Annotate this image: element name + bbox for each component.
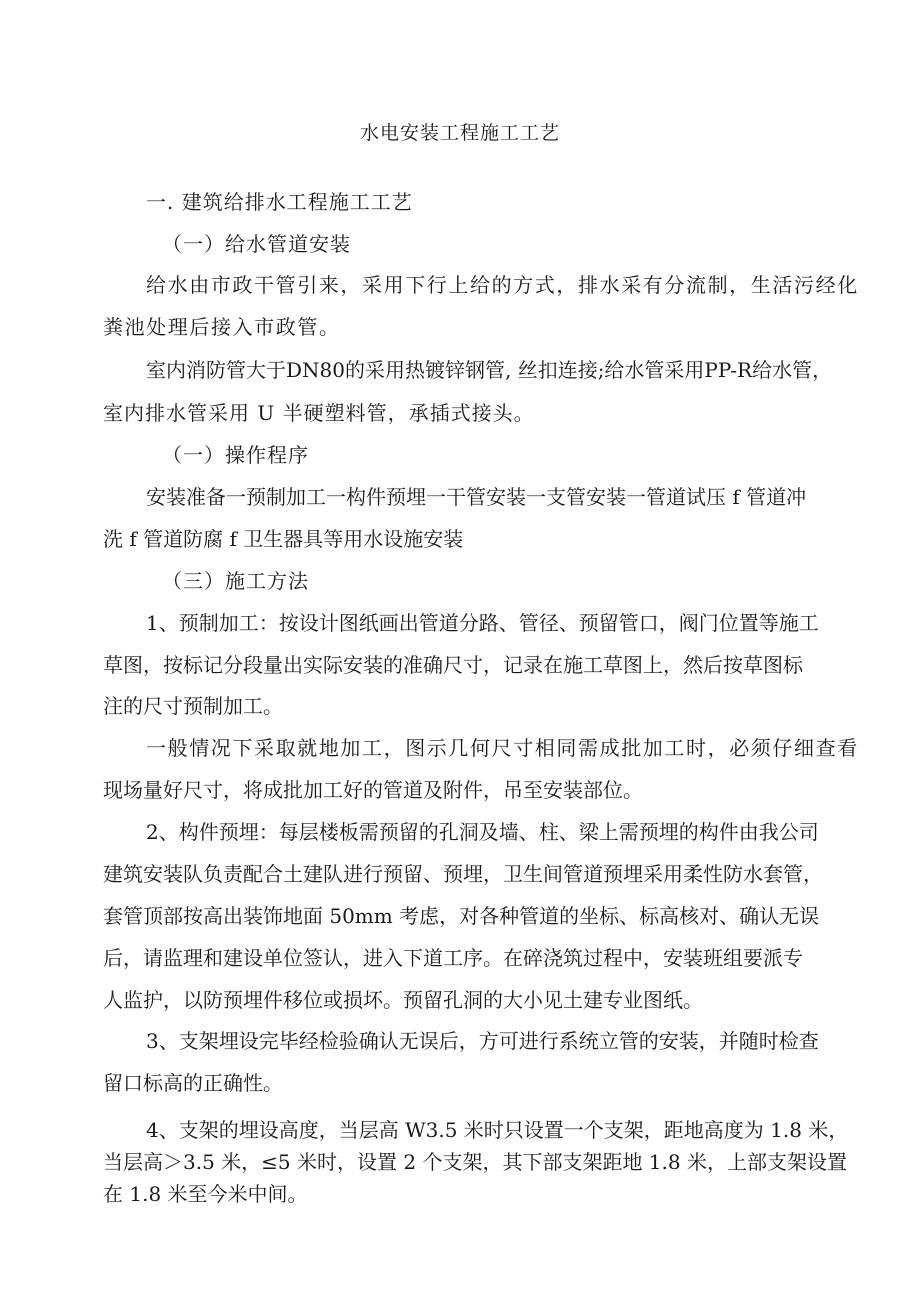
section-heading: 一. 建筑给排水工程施工工艺 (146, 190, 413, 214)
paragraph-line: 套管顶部按高出装饰地面 50mm 考虑，对各种管道的坐标、标高核对、确认无误 (103, 904, 820, 928)
paragraph-line: 室内消防管大于DN80的采用热镀锌钢管, 丝扣连接;给水管采用PP-R给水管， (146, 358, 833, 382)
paragraph-line: 给水由市政干管引来，采用下行上给的方式，排水采有分流制，生活污经化 (146, 273, 859, 297)
paragraph-line: 草图，按标记分段量出实际安装的准确尺寸，记录在施工草图上，然后按草图标 (103, 653, 803, 677)
paragraph-line: 粪池处理后接入市政管。 (103, 315, 341, 339)
paragraph-line: 建筑安装队负责配合土建队进行预留、预埋，卫生间管道预埋采用柔性防水套管， (103, 862, 823, 886)
paragraph-line: 1、预制加工：按设计图纸画出管道分路、管径、预留管口，阀门位置等施工 (146, 611, 819, 635)
subsection-heading: （一）给水管道安装 (162, 232, 351, 256)
paragraph-line: 洗 f 管道防腐 f 卫生器具等用水设施安装 (103, 527, 464, 551)
paragraph-line: 2、构件预埋：每层楼板需预留的孔洞及墙、柱、梁上需预埋的构件由我公司 (146, 820, 819, 844)
document-title: 水电安装工程施工工艺 (359, 122, 560, 144)
paragraph-line: 当层高＞3.5 米，≤5 米时，设置 2 个支架，其下部支架距地 1.8 米，上部支架设置 (103, 1150, 847, 1174)
paragraph-line: 室内排水管采用 U 半硬塑料管，承插式接头。 (103, 401, 535, 425)
paragraph-line: 一般情况下采取就地加工，图示几何尺寸相同需成批加工时，必须仔细查看 (146, 736, 859, 760)
paragraph-line: 后，请监理和建设单位签认，进入下道工序。在碎浇筑过程中，安装班组要派专 (103, 946, 803, 970)
paragraph-line: 安装准备一预制加工一构件预埋一干管安装一支管安装一管道试压 f 管道冲 (146, 485, 807, 509)
paragraph-line: 留口标高的正确性。 (103, 1071, 283, 1095)
paragraph-line: 3、支架埋设完毕经检验确认无误后，方可进行系统立管的安装，并随时检查 (146, 1029, 819, 1053)
paragraph-line: 现场量好尺寸，将成批加工好的管道及附件，吊至安装部位。 (103, 778, 643, 802)
paragraph-line: 在 1.8 米至今米中间。 (103, 1182, 308, 1206)
subsection-heading: （一）操作程序 (162, 443, 309, 467)
paragraph-line: 注的尺寸预制加工。 (103, 694, 283, 718)
paragraph-line: 4、支架的埋设高度，当层高 W3.5 米时只设置一个支架，距地高度为 1.8 米， (146, 1118, 849, 1142)
paragraph-line: 人监护，以防预埋件移位或损坏。预留孔洞的大小见土建专业图纸。 (103, 988, 703, 1012)
subsection-heading: （三）施工方法 (162, 569, 309, 593)
